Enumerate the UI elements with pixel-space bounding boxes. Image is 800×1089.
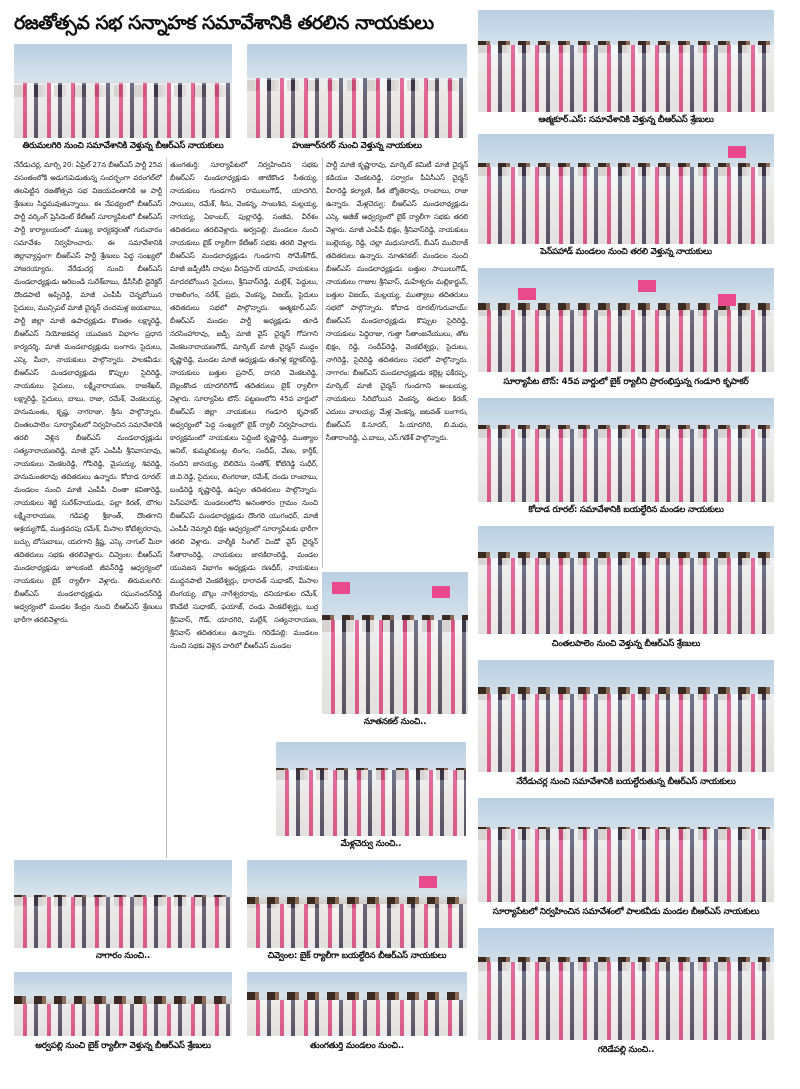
- photo-garidepally: [478, 928, 774, 1040]
- caption-nutankal: నూతనకల్ నుంచి..: [363, 717, 427, 727]
- photo-penpahad: [478, 134, 774, 244]
- photo-suryapet-town: [478, 268, 774, 372]
- caption-huzurnagar: హుజూర్‌నగర్ నుంచి వెళ్తున్న నాయకులు: [292, 141, 422, 151]
- page-headline: రజతోత్సవ సభ సన్నాహక సమావేశానికి తరలిన నాయకులు: [14, 12, 434, 34]
- photo-tirumalagiri: [14, 44, 232, 138]
- caption-suryapet-town: సూర్యాపేట టౌన్: 45వ వార్డులో బైక్ ర్యాలీని ప్రారంభిస్తున్న గండూరి కృపాకర్: [503, 377, 749, 387]
- photo-thungathurthi: [247, 972, 467, 1036]
- caption-nereducharla: నేరేడుచర్ల నుంచి సమావేశానికి బయల్దేరుతున్న బీఆర్ఎస్ నాయకులు: [516, 777, 736, 787]
- caption-chivvemla: చివ్వెంల: బైక్ ర్యాలీగా బయల్దేరిన బీఆర్ఎస్ నాయకులు: [267, 951, 447, 961]
- caption-nagaram: నాగారం నుంచి..: [95, 951, 151, 961]
- photo-chivvemla: [247, 860, 467, 948]
- photo-chinthalapalem: [478, 526, 774, 634]
- caption-penpahad: పెన్‌పహాడ్ మండలం నుంచి తరలి వెళ్తున్న నాయకులు: [540, 247, 712, 257]
- photo-mellacheruvu: [276, 742, 466, 836]
- caption-palakaveedu: సూర్యాపేటలో నిర్వహించిన సమావేశంలో పాలకవీడు మండల బీఆర్ఎస్ నాయకులు: [492, 907, 760, 917]
- caption-kodad-rural: కోదాడ రూరల్: సమావేశానికి బయల్దేరిన మండల నాయకులు: [528, 505, 724, 515]
- column-divider: [322, 158, 323, 568]
- caption-arvapally: అర్వపల్లి నుంచి బైక్ ర్యాలీగా వెళ్తున్న బీఆర్ఎస్ శ్రేణులు: [35, 1041, 211, 1051]
- photo-huzurnagar: [247, 44, 467, 138]
- photo-kodad-rural: [478, 398, 774, 502]
- photo-nagaram: [14, 860, 232, 948]
- caption-atmakur: ఆత్మకూర్.ఎస్: సమావేశానికి వెళ్తున్న బీఆర్ఎస్ శ్రేణులు: [538, 115, 714, 125]
- photo-arvapally: [14, 972, 232, 1036]
- photo-atmakur: [478, 10, 774, 112]
- caption-chinthalapalem: చింతలపాలెం నుంచి వెళ్తున్న బీఆర్ఎస్ శ్రేణులు: [551, 639, 701, 649]
- article-column-3: పార్టీ మాజీ కృష్ణారావు, మార్కెట్ కమిటీ మాజీ చైర్మన్ కడియం వెంకటరెడ్డి, సర్వారం పీఏసీఎస్ చైర్మన్ వీరారెడ్డి కల్యాణి, కీత జ్యోతిరావు, రాంబాబు, రాజు ఉన్నారు. మేళ్లచెర్వు: బీఆర్ఎస్ మండలాధ్యక్షుడు ఎస్కె అజీజ్ ఆధ్వర్యంలో బైక్ ర్యాలీగా సభకు తరలి వెళ్లారు. మాజీ ఎంపీపీ భిక్షం, శ్రీనివాస్‌రెడ్డి, నాయకులు బుల్లెయ్య, రెడ్డి, చల్లా మధుసూదన్, బీఎస్ ముదిరాజ్ తదితరులు ఉన్నారు. నూతనకల్: మండలం నుంచి బీఆర్ఎస్ మండలాధ్యక్షుడు బత్తుల సాయిలుగౌడ్, నాయకులు గాజుల శ్రీనివాస్, మహేశ్వరం మల్లికార్జున్, బత్తుల విజయ్, మల్లయ్య, ముత్యాలు తదితరులు సభలో పాల్గొన్నారు. కోదాడ రూరల్/గురువాయ్: బీఆర్ఎస్ మండలాధ్యక్షుడు కొప్పుల సైదిరెడ్డి, నాయకులు పెద్దిరాజు, గుత్తా సీతాంజనేయులు, తోట భిక్షం, రెడ్డి, సందీప్‌రెడ్డి, వెంకటేశ్వర్లు, సైదులు, నాగిరెడ్డి, సైదిరెడ్డి తదితరులు సభలో పాల్గొన్నారు. నాగారం: బీఆర్ఎస్ మండలాధ్యక్షుడు కల్లెట్ల ఫకీరప్ప, మార్కెట్ మాజీ చైర్మన్ గుండగాని అంబయ్య, నాయకులు సిరిబోయిన వెంకన్న, ఈదుల కిరణ్, ఎదులు వాలయ్య, మేళ్ల వెంకన్న, జటవత్ బంగారు, బీఆర్ఎస్ కె.సూదర్, పి.యాదగిరి, బి.మధు, సీతారాంరెడ్డి, ఎ.బాబు, ఎస్.గణేశ్ పాల్గొన్నారు.: [326, 160, 468, 442]
- caption-tirumalagiri: తిరుమలగిరి నుంచి సమావేశానికి వెళ్తున్న బీఆర్ఎస్ నాయకులు: [22, 141, 224, 151]
- caption-mellacheruvu: మేళ్లచెర్వు నుంచి..: [340, 839, 402, 849]
- photo-nereducharla: [478, 660, 774, 772]
- caption-thungathurthi: తుంగతుర్తి మండలం నుంచి..: [310, 1041, 404, 1051]
- article-column-2: తుంగతుర్తి: సూర్యాపేటలో నిర్వహించిన సభకు బీఆర్ఎస్ మండలాధ్యక్షుడు తాటికొండ సీతయ్య, నాయకులు గుండగాని రాములుగౌడ్, యాదగిరి, సాయిలు, రమేశ్, శీను, వెంకన్న, సాంబశివ, మల్లయ్య, నాగయ్య, ఏకాంబర్, పుల్లారెడ్డి, సంజీవ, వీరేశం తదితరులు తరలివెళ్లారు. అర్వపల్లి: మండలం నుంచి నాయకులు బైక్ ర్యాలీగా కేటీఆర్ సభకు తరలి వెళ్లారు. బీఆర్ఎస్ మండలాధ్యక్షుడు గుండగాని సోమేశ్‌గౌడ్, మాజీ జడ్పీటీసీ దావుల వీరప్రసాద్ యాదవ్, నాయకులు మాదరబోయిన సైదులు, శ్రీనివాస్‌రెడ్డి, మల్లేశ్, పెద్దులు, రాజలింగం, నరేశ్, ప్రభు, వెంకన్న, విజయ్, సైదులు తదితరులు సభలో పాల్గొన్నారు. ఆత్మకూర్.ఎస్: బీఆర్ఎస్ మండల పార్టీ అధ్యక్షుడు తూడి నరసింహారావు, జడ్పీ మాజీ వైస్ చైర్మన్ గోపగాని వెంకటనారాయణగౌడ్, మార్కెట్ మాజీ చైర్మన్ ముద్దం కృష్ణారెడ్డి, మండల మాజీ అధ్యక్షుడు తంగెళ్ల కర్ణాకర్‌రెడ్డి, నాయకులు బత్తుల ప్రసాద్, దాసరి వెంకటరెడ్డి, బెల్లంకొండ యాదగిరిగౌడ్ తదితరులు బైక్ ర్యాలీగా వెళ్లారు. సూర్యాపేట టౌన్: పట్టణంలోని 45వ వార్డులో బీఆర్ఎస్ జిల్లా నాయకులు గండూరి కృపాకర్ ఆధ్వర్యంలో పెద్ద సంఖ్యలో బైక్ ర్యాలీ నిర్వహించారు. కార్యక్రమంలో నాయకులు పెద్దింటి కృష్ణారెడ్డి, ముత్యాల అనిల్, కుమ్మరికుంట్ల లింగం, సందీప్, వేణు, కార్తీక్, నందిని జానయ్య, బెలిదెసు సంతోశ్, కోటిరెడ్డి సుధీర్, జి.వి.రెడ్డి, సైదులు, లింగరాజు, రమేశ్, దండు రాంబాబు, బండిరెడ్డి కృష్ణారెడ్డి, ఉప్పల తదితరులు పాల్గొన్నారు. పెన్‌పహాడ్: మండలంలోని అనంతారం గ్రామం నుంచి బీఆర్ఎస్ మండలాధ్యక్షుడు దొంగరి యుగంధర్, మాజీ ఎంపీపీ నెమ్మాది భిక్షం ఆధ్వర్యంలో సూర్యాపేటకు భారీగా తరలి వెళ్లారు. వాల్మీకి సింగిల్ విండో వైస్ చైర్మన్ సీతారాంరెడ్డి, నాయకులు జానకిరాంరెడ్డి, మండల యువజన విభాగం అధ్యక్షుడు రణధీర్, నాయకులు ముద్దనపాటి వెంకటేశ్వర్లు, ధారావత్ సుధాకర్, మీసాల లింగయ్య, బొల్లు నాగేశ్వరరావు, దనియాకుల రమేశ్, కొండేటి సుధాకర్, ఫయాజ్, దండు వెంకటేశ్వర్లు, బుర్ర శ్రీనివాస్, గౌడ్, యాదగిరి, మల్లేశ్, సత్యనారాయణ, శ్రీనివాస్ తదితరులు ఉన్నారు. గరిడేపల్లి: మండలం నుంచి సభకు వెళ్లిన వారిలో బీఆర్ఎస్ మండల: [170, 160, 318, 650]
- column-divider: [166, 158, 167, 858]
- photo-nutankal: [322, 572, 468, 714]
- caption-garidepally: గరిడేపల్లి నుంచి..: [597, 1045, 655, 1055]
- article-column-1: నేరేడుచర్ల, మార్చి 20: ఏప్రిల్ 27న బీఆర్ఎస్ పార్టీ 25వ వసంతంలోకి అడుగుపెడుతున్న సందర్భంగా వరంగల్‌లో తలపెట్టిన రజతోత్సవ సభ విజయవంతానికి ఆ పార్టీ శ్రేణులు సిద్ధమవుతున్నాయి. ఈ నేపథ్యంలో బీఆర్ఎస్ పార్టీ వర్కింగ్ ప్రెసిడెంట్ కేటీఆర్ సూర్యాపేటలో బీఆర్ఎస్ పార్టీ కార్యాలయంలో ముఖ్య కార్యకర్తలతో గురువారం సమావేశం నిర్వహించారు. ఈ సమావేశానికి జిల్లావ్యాప్తంగా బీఆర్ఎస్ పార్టీ శ్రేణులు పెద్ద సంఖ్యలో హాజరయ్యారు. నేరేడుచర్ల నుంచి బీఆర్ఎస్ మండలాధ్యక్షుడు అరిబండి సురేశ్‌బాబు, డీసీసీబీ డైరెక్టర్ దొండపాటి అప్పిరెడ్డి, మాజీ ఎంపీపీ చెన్నబోయిన సైదులు, మున్సిపల్ మాజీ చైర్మన్ చందమళ్ల జయబాబు, పార్టీ జిల్లా మాజీ ఉపాధ్యక్షుడు కొణతం లక్ష్మారెడ్డి, బీఆర్ఎస్ నియోజకవర్గ యువజన విభాగం ప్రధాన కార్యదర్శి, మాజీ మండలాధ్యక్షుడు బంగారు సైదులు, ఎస్కె మీరా, నాయకులు పాల్గొన్నారు. పాలకవీడు: బీఆర్ఎస్ మండలాధ్యక్షుడు కొప్పుల సైదిరెడ్డి, నాయకులు సైదులు, లక్ష్మీనారాయణ, రాజశేఖర్, లక్ష్మారెడ్డి, సైదులు, బాబు, రాజు, రమేశ్, వెంకటయ్య, హనుమంతు, కృష్ణ, నాగరాజు, శ్రీను పాల్గొన్నారు. చింతలపాలెం: సూర్యాపేటలో నిర్వహించిన సమావేశానికి తరలి వెళ్లిన బీఆర్ఎస్ మండలాధ్యక్షుడు సత్యనారాయణరెడ్డి, మాజీ వైస్ ఎంపీపీ శ్రీనివాసరావు, నాయకులు వెంకటరెడ్డి, గోపిరెడ్డి, మైసయ్య, శివరెడ్డి, హనుమంతరావు తదితరులు ఉన్నారు. కోదాడ రూరల్: మండలం నుంచి మాజీ ఎంపీపీ చింతా కవితారెడ్డి, నాయకులు శెట్టి సురేశ్‌నాయుడు, పల్లా కిరణ్, బొగల లక్ష్మీనారాయణ, గడిపల్లి శ్రీకాంత్, దొంతగాని ఆశ్రయ్యగౌడ్, ముత్తవరపు రమేశ్, మీసాల కోటేశ్వరరావు, బచ్చు బోసుబాబు, యరగాని క్రిష్ణ, ఎస్కె నాగుల్ మీరా తదితరులు సభకు తరలివెళ్లారు. చివ్వెంల: బీఆర్ఎస్ మండలాధ్యక్షుడు జూలకంటి జీవన్‌రెడ్డి ఆధ్వర్యంలో నాయకులు బైక్ ర్యాలీగా వెళ్లారు. తిరుమలగిరి: బీఆర్ఎస్ మండలాధ్యక్షుడు రఘునందన్‌రెడ్డి ఆధ్వర్యంలో మండల కేంద్రం నుంచి బీఆర్ఎస్ శ్రేణులు భారీగా తరలివెళ్లారు.: [14, 160, 162, 624]
- photo-palakaveedu: [478, 798, 774, 902]
